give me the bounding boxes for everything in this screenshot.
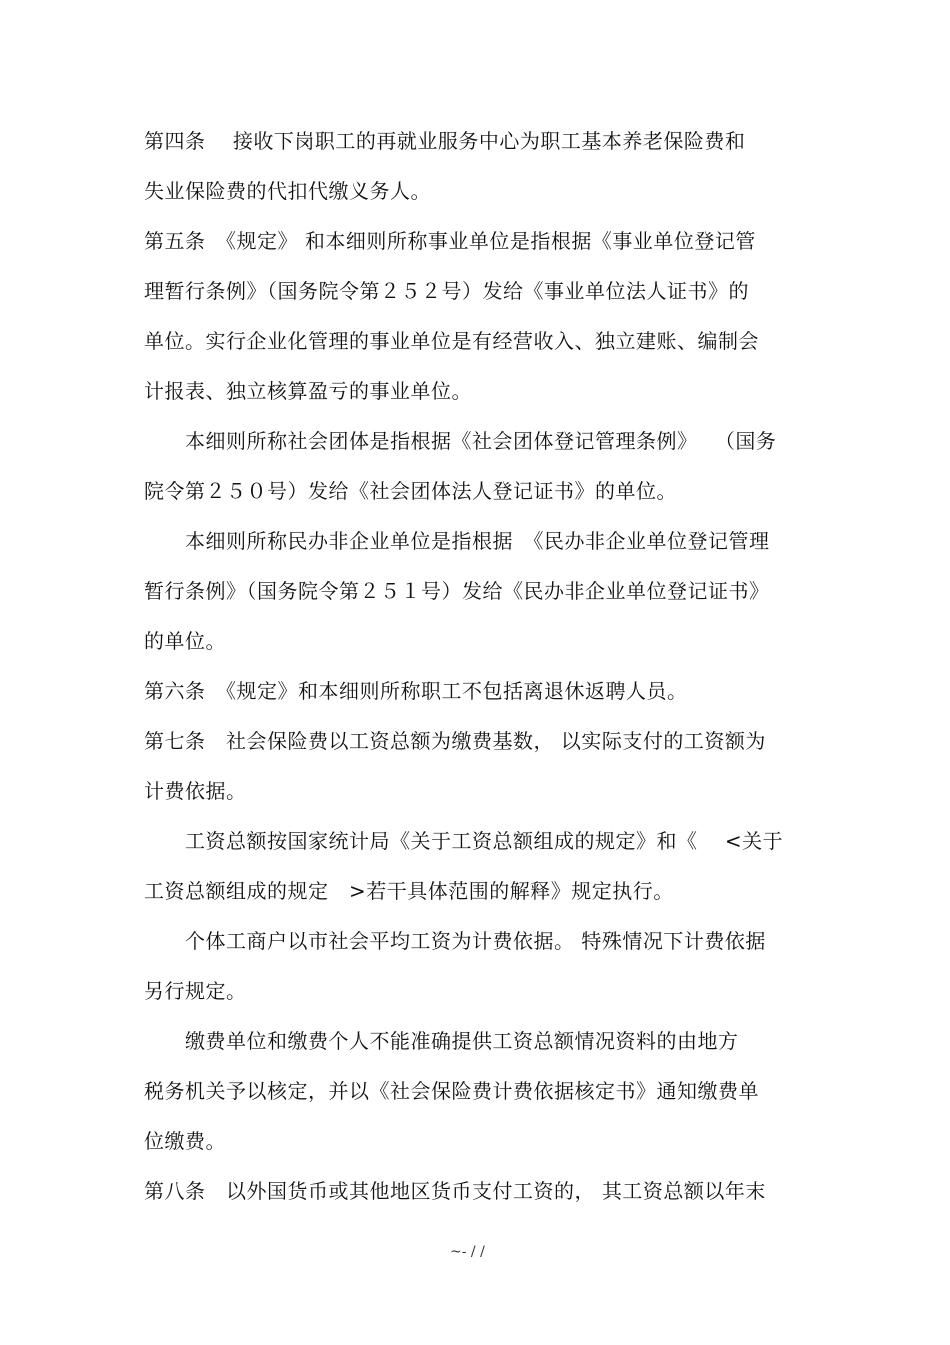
article-4-line-1: 第四条 接收下岗职工的再就业服务中心为职工基本养老保险费和 bbox=[144, 129, 746, 153]
social-group-line-1: 本细则所称社会团体是指根据《社会团体登记管理条例》 （国务 bbox=[144, 429, 777, 453]
article-8-line-1: 第八条 以外国货币或其他地区货币支付工资的， 其工资总额以年末 bbox=[144, 1179, 766, 1203]
wage-total-line-1: 工资总额按国家统计局《关于工资总额组成的规定》和《 <关于 bbox=[144, 829, 784, 853]
private-nonenterprise-line-2: 暂行条例》（国务院令第２５１号）发给《民办非企业单位登记证书》 bbox=[144, 579, 770, 603]
article-5-line-4: 计报表、独立核算盈亏的事业单位。 bbox=[144, 379, 472, 403]
assessment-line-2: 税务机关予以核定，并以《社会保险费计费依据核定书》通知缴费单 bbox=[144, 1079, 759, 1103]
article-5-line-2: 理暂行条例》（国务院令第２５２号）发给《事业单位法人证书》的 bbox=[144, 279, 749, 303]
article-7-line-1: 第七条 社会保险费以工资总额为缴费基数， 以实际支付的工资额为 bbox=[144, 729, 766, 753]
self-employed-line-2: 另行规定。 bbox=[144, 979, 247, 1003]
article-5-line-1: 第五条 《规定》 和本细则所称事业单位是指根据《事业单位登记管 bbox=[144, 229, 756, 253]
private-nonenterprise-line-3: 的单位。 bbox=[144, 629, 226, 653]
page-footer-mark: ~- / / bbox=[450, 1244, 485, 1260]
social-group-line-2: 院令第２５０号）发给《社会团体法人登记证书》的单位。 bbox=[144, 479, 677, 503]
article-4-line-2: 失业保险费的代扣代缴义务人。 bbox=[144, 179, 431, 203]
assessment-line-3: 位缴费。 bbox=[144, 1129, 226, 1153]
self-employed-line-1: 个体工商户以市社会平均工资为计费依据。 特殊情况下计费依据 bbox=[144, 929, 766, 953]
article-5-line-3: 单位。实行企业化管理的事业单位是有经营收入、独立建账、编制会 bbox=[144, 329, 759, 353]
article-7-line-2: 计费依据。 bbox=[144, 779, 247, 803]
wage-total-line-2: 工资总额组成的规定 >若干具体范围的解释》规定执行。 bbox=[144, 879, 674, 903]
article-6-line-1: 第六条 《规定》和本细则所称职工不包括离退休返聘人员。 bbox=[144, 679, 688, 703]
assessment-line-1: 缴费单位和缴费个人不能准确提供工资总额情况资料的由地方 bbox=[144, 1029, 739, 1053]
private-nonenterprise-line-1: 本细则所称民办非企业单位是指根据 《民办非企业单位登记管理 bbox=[144, 529, 770, 553]
